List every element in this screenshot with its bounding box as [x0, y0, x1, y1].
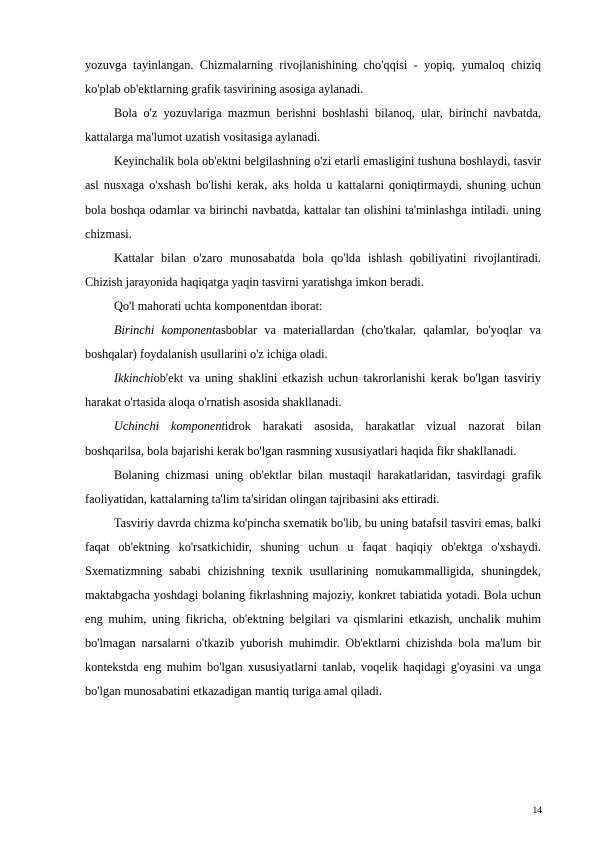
paragraph-continuation: yozuvga tayinlangan. Chizmalarning rivojlanishining cho'qqisi - yopiq, yumaloq chiziq ko'plab ob'ektlarning grafik tasvirining asosiga aylanadi. [85, 58, 541, 97]
italic-term: Birinchi komponent [114, 323, 216, 338]
document-page [85, 53, 541, 704]
paragraph: Kattalar bilan o'zaro munosabatda bola qo'lda ishlash qobiliyatini rivojlantiradi. Chizish jarayonida haqiqatga yaqin tasvirni yaratishga imkon beradi. [85, 250, 541, 289]
paragraph-second-component [85, 366, 541, 414]
paragraph-text: ob'ekt va uning shaklini etkazish uchun takrorlanishi kerak bo'lgan tasviriy harakat o'rtasida aloqa o'rnatish asosida shakllanadi. [85, 371, 541, 410]
paragraph: Tasviriy davrda chizma ko'pincha sxematik bo'lib, bu uning batafsil tasviri emas, balki faqat ob'ektning ko'rsatkichidir, shuning uchun u faqat haqiqiy ob'ektga o'xshaydi. Sxematizmning sababi chizishning texnik usullarining nomukammalligida, shuningdek, maktabgacha yoshdagi bolaning fikrlashning majoziy, konkret tabiatida yotadi. Bola uchun eng muhim, uning fikricha, ob'ektning belgilari va qismlarini etkazish, unchalik muhim bo'lmagan narsalarni o'tkazib yuborish muhimdir. Ob'ektlarni chizishda bola ma'lum bir kontekstda eng muhim bo'lgan xususiyatlarni tanlab, voqelik haqidagi g'oyasini va unga bo'lgan munosabatini etkazadigan mantiq turiga amal qiladi. [85, 515, 541, 699]
paragraph: Keyinchalik bola ob'ektni belgilashning o'zi etarli emasligini tushuna boshlaydi, tasvir asl nusxaga o'xshash bo'lishi kerak, aks holda u kattalarni qoniqtirmaydi, shuning uchun bola boshqa odamlar va birinchi navbatda, kattalar tan olishini ta'minlashga intiladi. uning chizmasi. [85, 154, 541, 241]
paragraph: Qo'l mahorati uchta komponentdan iborat: [114, 298, 323, 313]
paragraph-first-component [85, 318, 541, 366]
italic-term: Ikkinchi [114, 371, 154, 386]
paragraph-text: asboblar va materiallardan (cho'tkalar, qalamlar, bo'yoqlar va boshqalar) foydalanish usullarini o'z ichiga oladi. [85, 323, 541, 362]
paragraph-text: idrok harakati asosida, harakatlar vizual nazorat bilan boshqarilsa, bola bajarishi kerak bo'lgan rasmning xususiyatlari haqida fikr shakllanadi. [85, 419, 541, 458]
paragraph: Bola o'z yozuvlariga mazmun berishni boshlashi bilanoq, ular, birinchi navbatda, kattalarga ma'lumot uzatish vositasiga aylanadi. [85, 106, 541, 145]
paragraph: Bolaning chizmasi uning ob'ektlar bilan mustaqil harakatlaridan, tasvirdagi grafik faoliyatidan, kattalarning ta'lim ta'siridan olingan tajribasini aks ettiradi. [85, 467, 541, 506]
paragraph-third-component [85, 414, 541, 462]
page-number: 14 [532, 806, 542, 816]
italic-term: Uchinchi komponent [114, 419, 225, 434]
